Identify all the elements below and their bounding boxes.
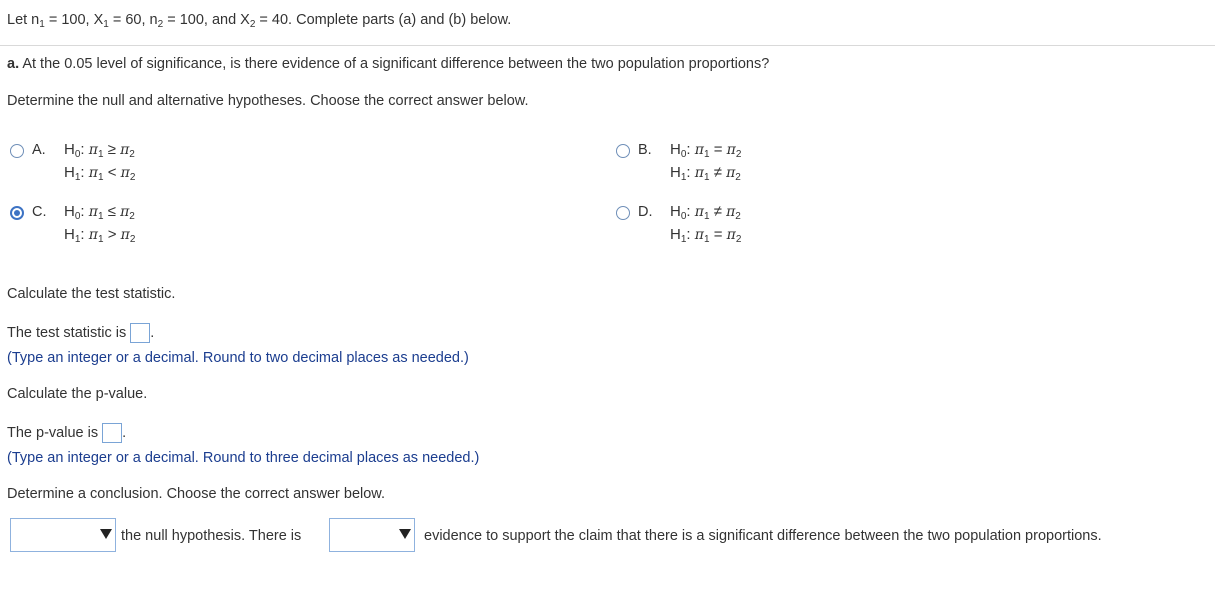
test-statistic-row bbox=[7, 323, 154, 343]
pi-subscript: 1 bbox=[97, 234, 104, 245]
period: . bbox=[150, 324, 155, 341]
p-value-input[interactable] bbox=[102, 423, 122, 443]
intro-text: Let n bbox=[7, 12, 40, 28]
triangle-down-icon bbox=[100, 529, 112, 539]
intro-sub: 1 bbox=[39, 19, 45, 30]
pi-subscript: 1 bbox=[703, 172, 710, 183]
option-b[interactable] bbox=[616, 141, 916, 194]
option-letter: B. bbox=[638, 142, 652, 158]
colon: : bbox=[80, 141, 85, 158]
pi-symbol: π bbox=[726, 142, 736, 158]
h-subscript: 1 bbox=[74, 234, 81, 245]
option-a[interactable] bbox=[10, 141, 310, 194]
pi-subscript: 1 bbox=[703, 234, 710, 245]
conclusion-instruction: Determine a conclusion. Choose the correct answer below. bbox=[7, 486, 385, 502]
relation-symbol: ≠ bbox=[713, 203, 722, 220]
relation-symbol: ≤ bbox=[107, 203, 116, 220]
pi-subscript: 2 bbox=[735, 211, 741, 222]
intro-text: = 100, and X bbox=[163, 12, 250, 28]
intro-text: = 60, n bbox=[108, 12, 158, 28]
radio-button[interactable] bbox=[10, 206, 24, 220]
triangle-down-icon bbox=[399, 529, 411, 539]
h-subscript: 0 bbox=[680, 149, 687, 160]
pi-symbol: π bbox=[726, 204, 736, 220]
h-subscript: 1 bbox=[680, 172, 687, 183]
relation-symbol: ≠ bbox=[713, 164, 722, 181]
h-symbol: H bbox=[64, 141, 75, 158]
colon: : bbox=[80, 226, 85, 243]
option-c[interactable] bbox=[10, 203, 310, 256]
intro-text: = 40. Complete parts (a) and (b) below. bbox=[255, 12, 512, 28]
colon: : bbox=[686, 164, 691, 181]
part-a-question bbox=[7, 56, 769, 72]
pi-subscript: 2 bbox=[735, 172, 741, 183]
pi-symbol: π bbox=[694, 227, 704, 243]
pi-symbol: π bbox=[88, 204, 98, 220]
reject-decision-dropdown[interactable] bbox=[10, 518, 116, 552]
h-subscript: 0 bbox=[74, 211, 81, 222]
pi-symbol: π bbox=[88, 165, 98, 181]
evidence-dropdown[interactable] bbox=[329, 518, 415, 552]
pi-subscript: 2 bbox=[735, 149, 742, 160]
colon: : bbox=[80, 164, 85, 181]
alternative-hypothesis bbox=[64, 164, 135, 183]
h-subscript: 1 bbox=[74, 172, 81, 183]
colon: : bbox=[80, 203, 85, 220]
test-statistic-instruction: Calculate the test statistic. bbox=[7, 286, 176, 302]
pi-subscript: 2 bbox=[129, 172, 136, 183]
relation-symbol: = bbox=[713, 226, 723, 243]
part-label: a. bbox=[7, 56, 20, 72]
p-value-instruction: Calculate the p-value. bbox=[7, 386, 148, 402]
relation-symbol: = bbox=[713, 141, 723, 158]
problem-statement bbox=[7, 12, 511, 30]
pi-symbol: π bbox=[726, 165, 736, 181]
p-value-hint: (Type an integer or a decimal. Round to three decimal places as needed.) bbox=[7, 450, 480, 466]
period: . bbox=[122, 424, 127, 441]
colon: : bbox=[686, 226, 691, 243]
pi-symbol: π bbox=[88, 142, 98, 158]
null-hypothesis bbox=[64, 141, 135, 160]
hypothesis-instruction: Determine the null and alternative hypotheses. Choose the correct answer below. bbox=[7, 93, 529, 109]
h-subscript: 1 bbox=[680, 234, 687, 245]
p-value-label: The p-value is bbox=[7, 424, 99, 441]
conclusion-text-1: the null hypothesis. There is bbox=[121, 528, 302, 544]
h-symbol: H bbox=[64, 226, 75, 243]
option-letter: C. bbox=[32, 204, 47, 220]
intro-sub: 2 bbox=[157, 19, 164, 30]
h-subscript: 0 bbox=[680, 211, 687, 222]
h-subscript: 0 bbox=[74, 149, 81, 160]
relation-symbol: ≥ bbox=[107, 141, 116, 158]
pi-subscript: 2 bbox=[129, 234, 136, 245]
colon: : bbox=[686, 203, 691, 220]
colon: : bbox=[686, 141, 691, 158]
p-value-row bbox=[7, 423, 126, 443]
pi-subscript: 1 bbox=[97, 172, 104, 183]
pi-symbol: π bbox=[694, 204, 704, 220]
divider bbox=[0, 45, 1215, 46]
pi-symbol: π bbox=[120, 204, 130, 220]
pi-subscript: 2 bbox=[129, 211, 135, 222]
h-symbol: H bbox=[670, 164, 681, 181]
radio-button[interactable] bbox=[616, 206, 630, 220]
pi-symbol: π bbox=[120, 142, 130, 158]
pi-subscript: 2 bbox=[735, 234, 742, 245]
alternative-hypothesis bbox=[64, 226, 135, 245]
null-hypothesis bbox=[670, 141, 741, 160]
radio-button[interactable] bbox=[10, 144, 24, 158]
null-hypothesis bbox=[64, 203, 135, 222]
h-symbol: H bbox=[670, 203, 681, 220]
option-letter: D. bbox=[638, 204, 653, 220]
option-letter: A. bbox=[32, 142, 46, 158]
h-symbol: H bbox=[64, 203, 75, 220]
null-hypothesis bbox=[670, 203, 741, 222]
test-statistic-input[interactable] bbox=[130, 323, 150, 343]
alternative-hypothesis bbox=[670, 164, 741, 183]
h-symbol: H bbox=[64, 164, 75, 181]
option-d[interactable] bbox=[616, 203, 916, 256]
conclusion-text-2: evidence to support the claim that there is a significant difference between the two population proportions. bbox=[424, 528, 1102, 544]
pi-subscript: 2 bbox=[129, 149, 135, 160]
radio-button[interactable] bbox=[616, 144, 630, 158]
pi-symbol: π bbox=[88, 227, 98, 243]
alternative-hypothesis bbox=[670, 226, 741, 245]
intro-sub: 2 bbox=[249, 19, 256, 30]
pi-subscript: 1 bbox=[703, 149, 710, 160]
pi-symbol: π bbox=[120, 227, 130, 243]
relation-symbol: > bbox=[107, 226, 117, 243]
intro-text: = 100, X bbox=[44, 12, 104, 28]
test-statistic-label: The test statistic is bbox=[7, 324, 127, 341]
h-symbol: H bbox=[670, 226, 681, 243]
pi-symbol: π bbox=[694, 142, 704, 158]
pi-symbol: π bbox=[120, 165, 130, 181]
pi-symbol: π bbox=[694, 165, 704, 181]
pi-subscript: 1 bbox=[703, 211, 710, 222]
relation-symbol: < bbox=[107, 164, 117, 181]
intro-sub: 1 bbox=[103, 19, 109, 30]
pi-subscript: 1 bbox=[97, 211, 104, 222]
question-text: At the 0.05 level of significance, is there evidence of a significant difference between the two population proportions? bbox=[19, 56, 770, 72]
pi-symbol: π bbox=[726, 227, 736, 243]
h-symbol: H bbox=[670, 141, 681, 158]
test-statistic-hint: (Type an integer or a decimal. Round to two decimal places as needed.) bbox=[7, 350, 469, 366]
pi-subscript: 1 bbox=[97, 149, 104, 160]
